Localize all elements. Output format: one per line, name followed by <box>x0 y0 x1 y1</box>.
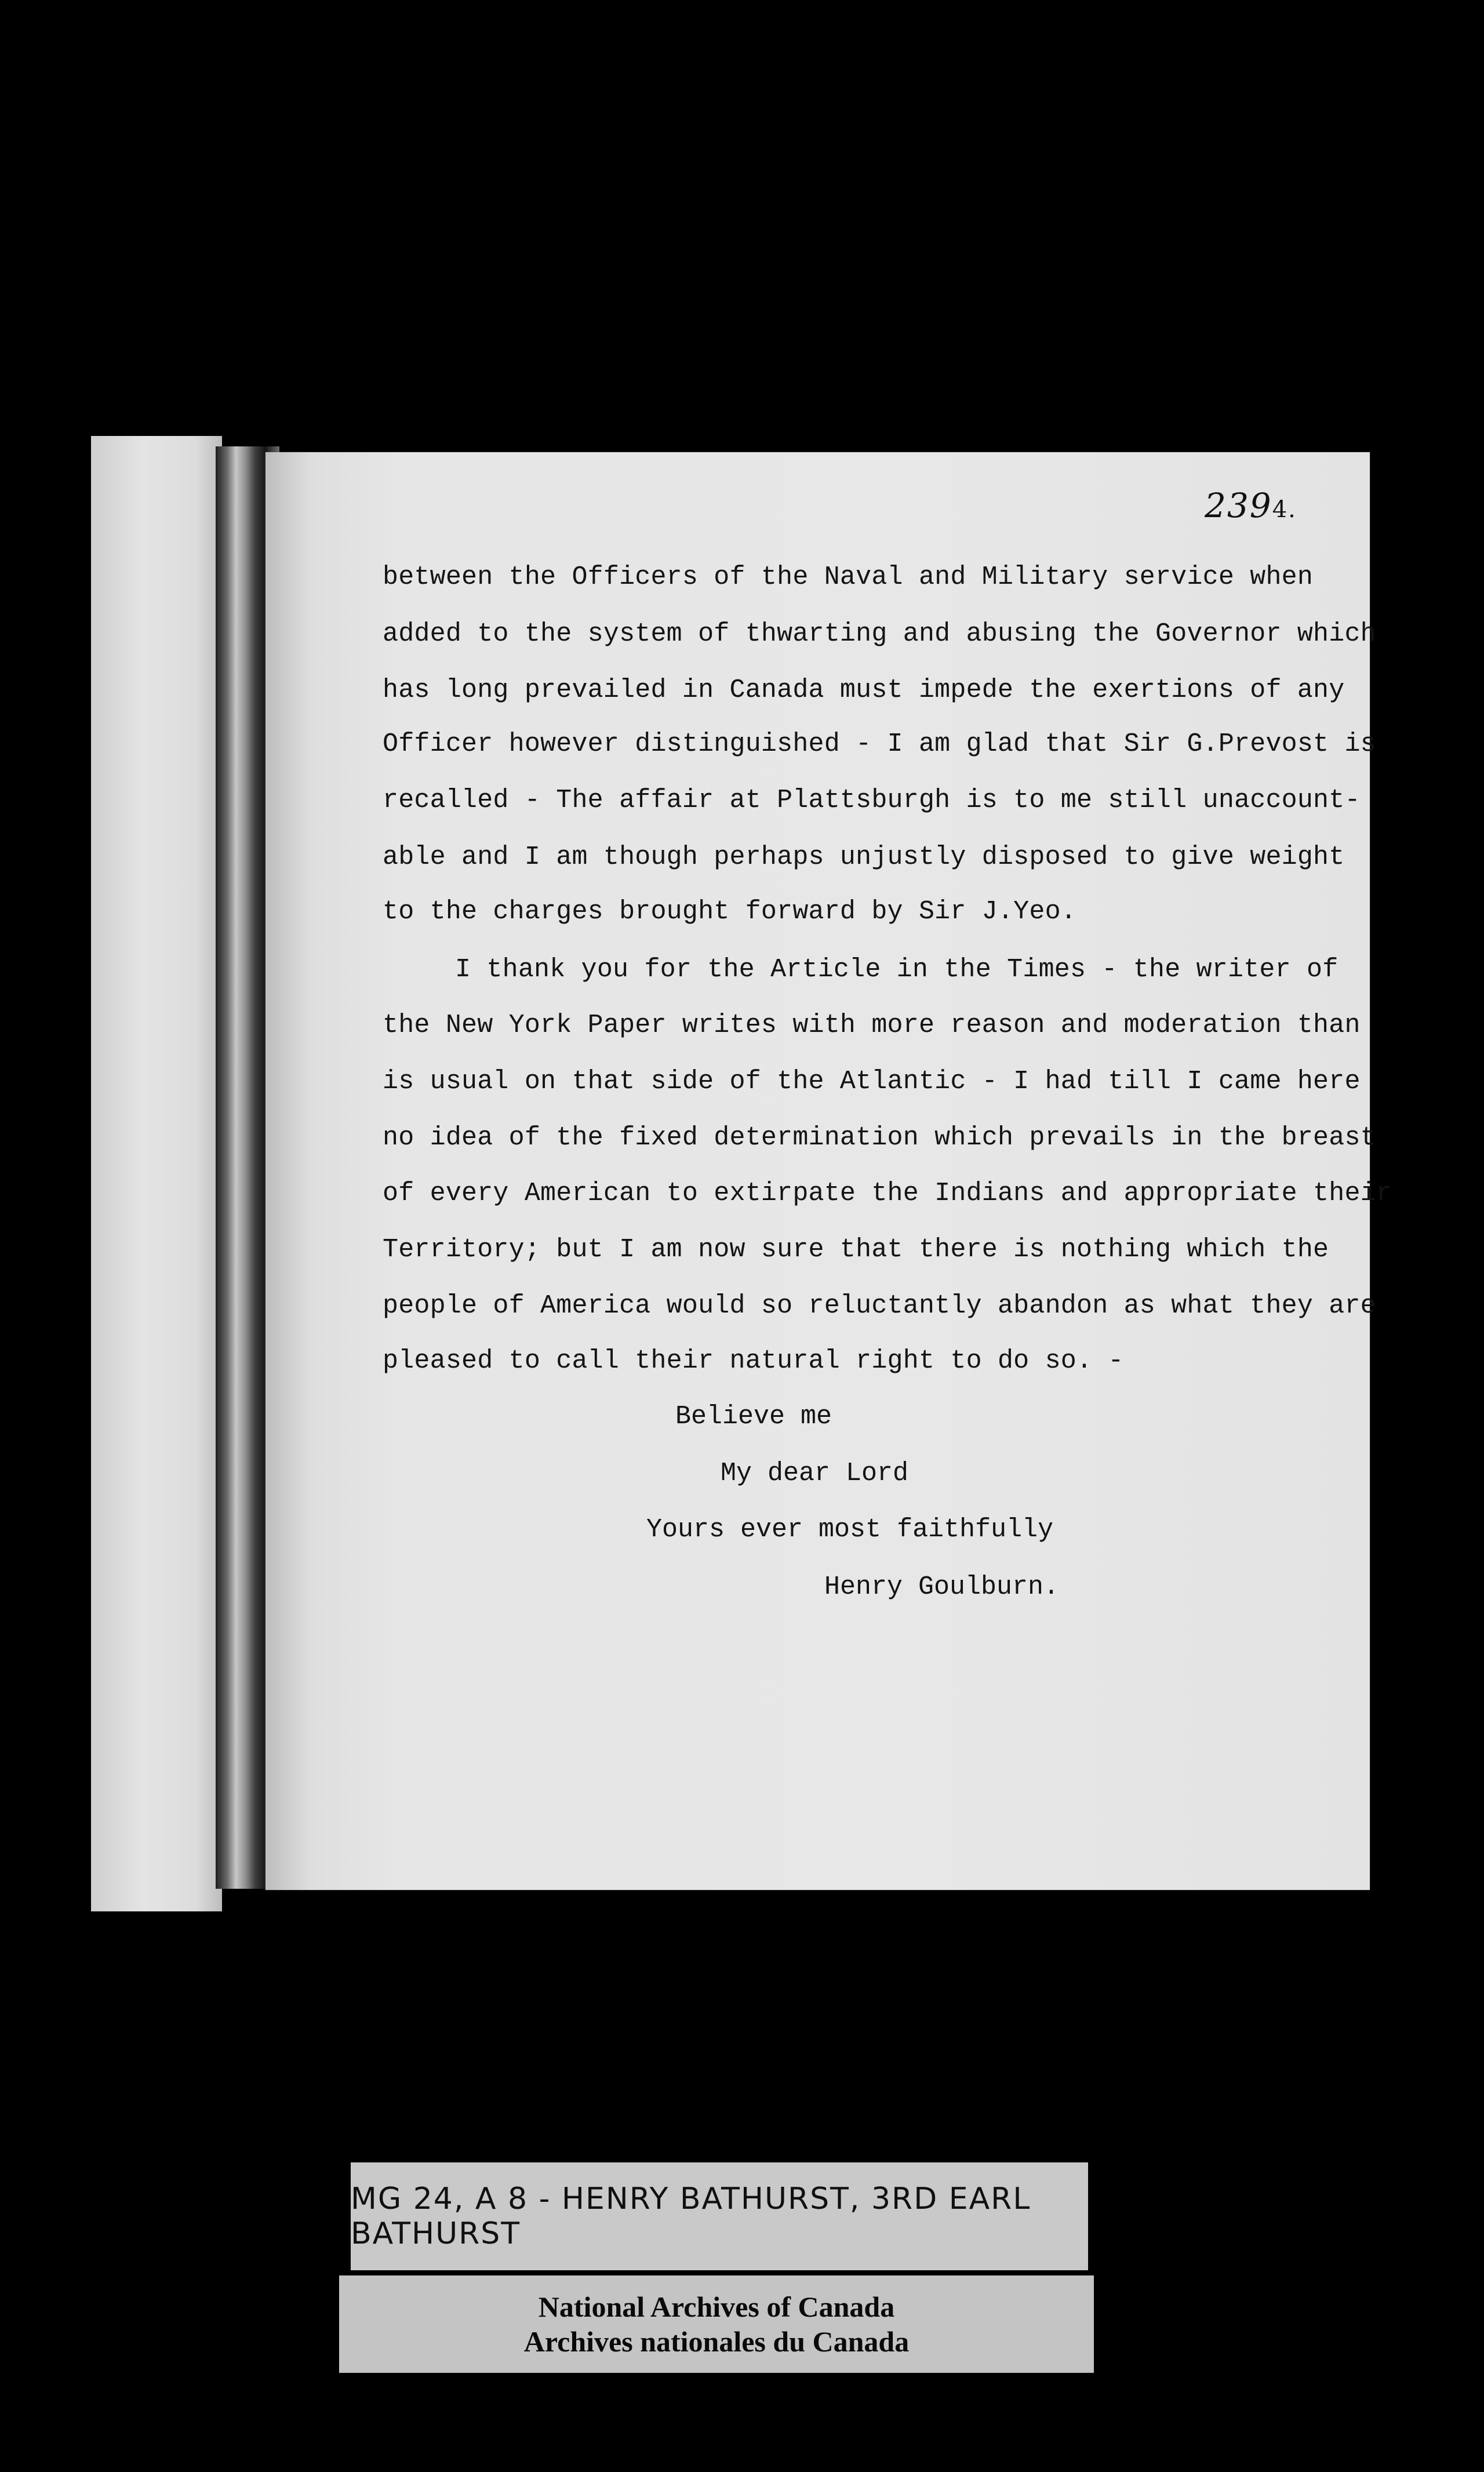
letter-line: people of America would so reluctantly abandon as what they are <box>383 1291 1376 1321</box>
letter-line: is usual on that side of the Atlantic - I had till I came here <box>383 1067 1361 1096</box>
archive-name-en: National Archives of Canada <box>538 2291 895 2323</box>
letter-line: the New York Paper writes with more reason and moderation than <box>383 1010 1361 1040</box>
letter-line: recalled - The affair at Plattsburgh is to me still unaccount- <box>383 786 1361 815</box>
archive-name-fr: Archives nationales du Canada <box>523 2325 910 2358</box>
folio-number <box>1205 486 1297 525</box>
reference-text: MG 24, A 8 - HENRY BATHURST, 3RD EARL BATHURST <box>351 2182 1031 2251</box>
letter-line: of every American to extirpate the Indians and appropriate their <box>383 1179 1392 1208</box>
reference-label <box>351 2162 1088 2270</box>
letter-page <box>265 452 1370 1890</box>
letter-line: no idea of the fixed determination which prevails in the breast <box>383 1123 1376 1153</box>
letter-line: Territory; but I am now sure that there is nothing which the <box>383 1235 1329 1264</box>
letter-line: pleased to call their natural right to do so. - <box>383 1346 1124 1376</box>
letter-line: I thank you for the Article in the Times - the writer of <box>455 955 1338 984</box>
letter-line: has long prevailed in Canada must impede the exertions of any <box>383 675 1345 705</box>
letter-line: to the charges brought forward by Sir J.Yeo. <box>383 897 1076 926</box>
letter-line: able and I am though perhaps unjustly disposed to give weight <box>383 842 1345 872</box>
signature: Henry Goulburn. <box>824 1572 1060 1602</box>
letter-line: between the Officers of the Naval and Military service when <box>383 562 1314 592</box>
previous-page-edge <box>91 436 222 1911</box>
folio-main: 239 <box>1205 486 1272 525</box>
closing-salutation: My dear Lord <box>721 1459 909 1488</box>
closing-believe: Believe me <box>675 1402 832 1431</box>
closing-valediction: Yours ever most faithfully <box>646 1515 1054 1544</box>
archive-label <box>339 2275 1094 2373</box>
letter-line: Officer however distinguished - I am glad that Sir G.Prevost is <box>383 729 1376 759</box>
letter-line: added to the system of thwarting and abusing the Governor which <box>383 619 1376 649</box>
folio-sub: 4. <box>1272 496 1297 523</box>
